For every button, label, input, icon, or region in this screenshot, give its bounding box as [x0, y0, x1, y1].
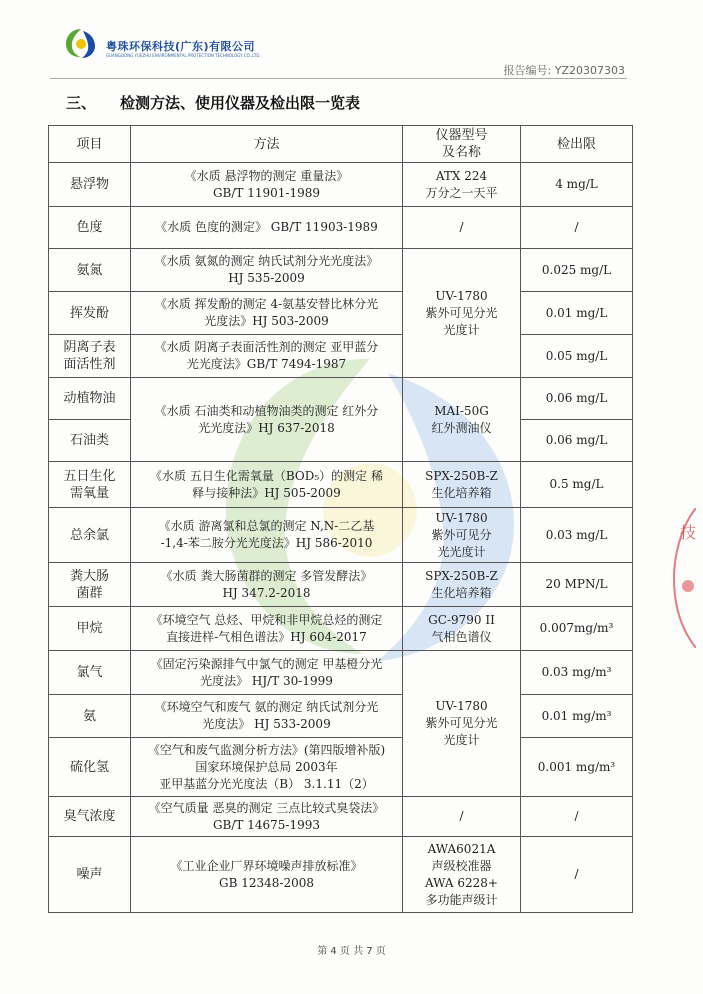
- row-instrument: SPX-250B-Z 生化培养箱: [403, 462, 521, 508]
- section-title: [66, 92, 360, 113]
- row-limit: 0.025 mg/L: [521, 249, 633, 292]
- company-logo-icon: [62, 26, 100, 60]
- table-header-row: [49, 126, 633, 163]
- header-divider: [50, 78, 627, 79]
- table-row: [49, 837, 633, 913]
- row-instrument: UV-1780 紫外可见分光 光度计: [403, 651, 521, 797]
- red-seal-stamp: [666, 508, 696, 648]
- row-limit: 20 MPN/L: [521, 563, 633, 607]
- row-instrument: MAI-50G 红外测油仪: [403, 378, 521, 462]
- row-method: 《环境空气和废气 氨的测定 纳氏试剂分光 光度法》 HJ 533-2009: [131, 695, 403, 738]
- row-item: 臭气浓度: [49, 797, 131, 837]
- report-number: 报告编号: YZ20307303: [503, 64, 625, 77]
- row-instrument: ATX 224 万分之一天平: [403, 163, 521, 207]
- row-method: 《环境空气 总烃、甲烷和非甲烷总烃的测定 直接进样-气相色谱法》HJ 604-2017: [131, 607, 403, 651]
- row-method: 《水质 氨氮的测定 纳氏试剂分光光度法》 HJ 535-2009: [131, 249, 403, 292]
- row-limit: /: [521, 207, 633, 249]
- table-row: [49, 607, 633, 651]
- row-instrument: GC-9790 II 气相色谱仪: [403, 607, 521, 651]
- table-row: [49, 797, 633, 837]
- row-limit: 0.5 mg/L: [521, 462, 633, 508]
- table-row: [49, 378, 633, 420]
- row-instrument: AWA6021A 声级校准器 AWA 6228+ 多功能声级计: [403, 837, 521, 913]
- row-instrument: UV-1780 紫外可见分 光光度计: [403, 508, 521, 563]
- table-row: [49, 508, 633, 563]
- row-item: 石油类: [49, 420, 131, 462]
- row-item: 挥发酚: [49, 292, 131, 335]
- table-row: [49, 563, 633, 607]
- methods-table: [48, 125, 633, 913]
- header-instrument: 仪器型号 及名称: [403, 126, 521, 163]
- row-limit: 0.06 mg/L: [521, 420, 633, 462]
- row-instrument: /: [403, 797, 521, 837]
- row-limit: 0.007mg/m³: [521, 607, 633, 651]
- row-item: 噪声: [49, 837, 131, 913]
- row-method: 《固定污染源排气中氯气的测定 甲基橙分光 光度法》 HJ/T 30-1999: [131, 651, 403, 695]
- page-footer: 第 4 页 共 7 页: [317, 946, 386, 957]
- header-item: 项目: [49, 126, 131, 163]
- row-method: 《水质 色度的测定》 GB/T 11903-1989: [131, 207, 403, 249]
- row-limit: /: [521, 837, 633, 913]
- row-item: 色度: [49, 207, 131, 249]
- row-method: 《空气质量 恶臭的测定 三点比较式臭袋法》 GB/T 14675-1993: [131, 797, 403, 837]
- section-heading: 检测方法、使用仪器及检出限一览表: [120, 94, 361, 112]
- row-limit: 4 mg/L: [521, 163, 633, 207]
- row-item: 氯气: [49, 651, 131, 695]
- row-method: 《水质 阴离子表面活性剂的测定 亚甲蓝分 光光度法》GB/T 7494-1987: [131, 335, 403, 378]
- row-limit: 0.03 mg/L: [521, 508, 633, 563]
- row-item: 氨: [49, 695, 131, 738]
- table-row: [49, 335, 633, 378]
- row-item: 总余氯: [49, 508, 131, 563]
- row-item: 五日生化 需氧量: [49, 462, 131, 508]
- table-row: [49, 207, 633, 249]
- row-method: 《水质 悬浮物的测定 重量法》 GB/T 11901-1989: [131, 163, 403, 207]
- table-row: [49, 462, 633, 508]
- row-method: 《水质 挥发酚的测定 4-氨基安替比林分光 光度法》HJ 503-2009: [131, 292, 403, 335]
- row-limit: 0.01 mg/m³: [521, 695, 633, 738]
- company-name-en: GUANGDONG YUEZHU ENVIRONMENTAL PROTECTION TECHNOLOGY CO.,LTD.: [106, 53, 261, 58]
- row-item: 阴离子表 面活性剂: [49, 335, 131, 378]
- row-limit: /: [521, 797, 633, 837]
- section-number: 三、: [66, 94, 97, 112]
- row-item: 甲烷: [49, 607, 131, 651]
- row-item: 悬浮物: [49, 163, 131, 207]
- row-method: 《水质 粪大肠菌群的测定 多管发酵法》 HJ 347.2-2018: [131, 563, 403, 607]
- table-row: [49, 249, 633, 292]
- row-limit: 0.03 mg/m³: [521, 651, 633, 695]
- table-row: [49, 651, 633, 695]
- row-item: 粪大肠 菌群: [49, 563, 131, 607]
- row-limit: 0.06 mg/L: [521, 378, 633, 420]
- table-row: [49, 738, 633, 797]
- row-method: 《水质 游离氯和总氯的测定 N,N-二乙基 -1,4-苯二胺分光光度法》HJ 586-2010: [131, 508, 403, 563]
- row-method: 《空气和废气监测分析方法》(第四版增补版) 国家环境保护总局 2003年 亚甲基蓝分光光度法（B） 3.1.11（2）: [131, 738, 403, 797]
- header-limit: 检出限: [521, 126, 633, 163]
- row-instrument: UV-1780 紫外可见分光 光度计: [403, 249, 521, 378]
- table-row: [49, 695, 633, 738]
- table-row: [49, 163, 633, 207]
- header-method: 方法: [131, 126, 403, 163]
- row-item: 动植物油: [49, 378, 131, 420]
- company-name-cn: 粤珠环保科技(广东)有限公司: [106, 40, 256, 53]
- row-limit: 0.05 mg/L: [521, 335, 633, 378]
- row-limit: 0.001 mg/m³: [521, 738, 633, 797]
- row-limit: 0.01 mg/L: [521, 292, 633, 335]
- row-instrument: SPX-250B-Z 生化培养箱: [403, 563, 521, 607]
- row-method: 《工业企业厂界环境噪声排放标准》 GB 12348-2008: [131, 837, 403, 913]
- row-instrument: /: [403, 207, 521, 249]
- stamp-char: 技: [680, 523, 696, 542]
- row-item: 硫化氢: [49, 738, 131, 797]
- table-row: [49, 292, 633, 335]
- row-method: 《水质 五日生化需氧量（BOD₅）的测定 稀 释与接种法》HJ 505-2009: [131, 462, 403, 508]
- row-method: 《水质 石油类和动植物油类的测定 红外分 光光度法》HJ 637-2018: [131, 378, 403, 462]
- row-item: 氨氮: [49, 249, 131, 292]
